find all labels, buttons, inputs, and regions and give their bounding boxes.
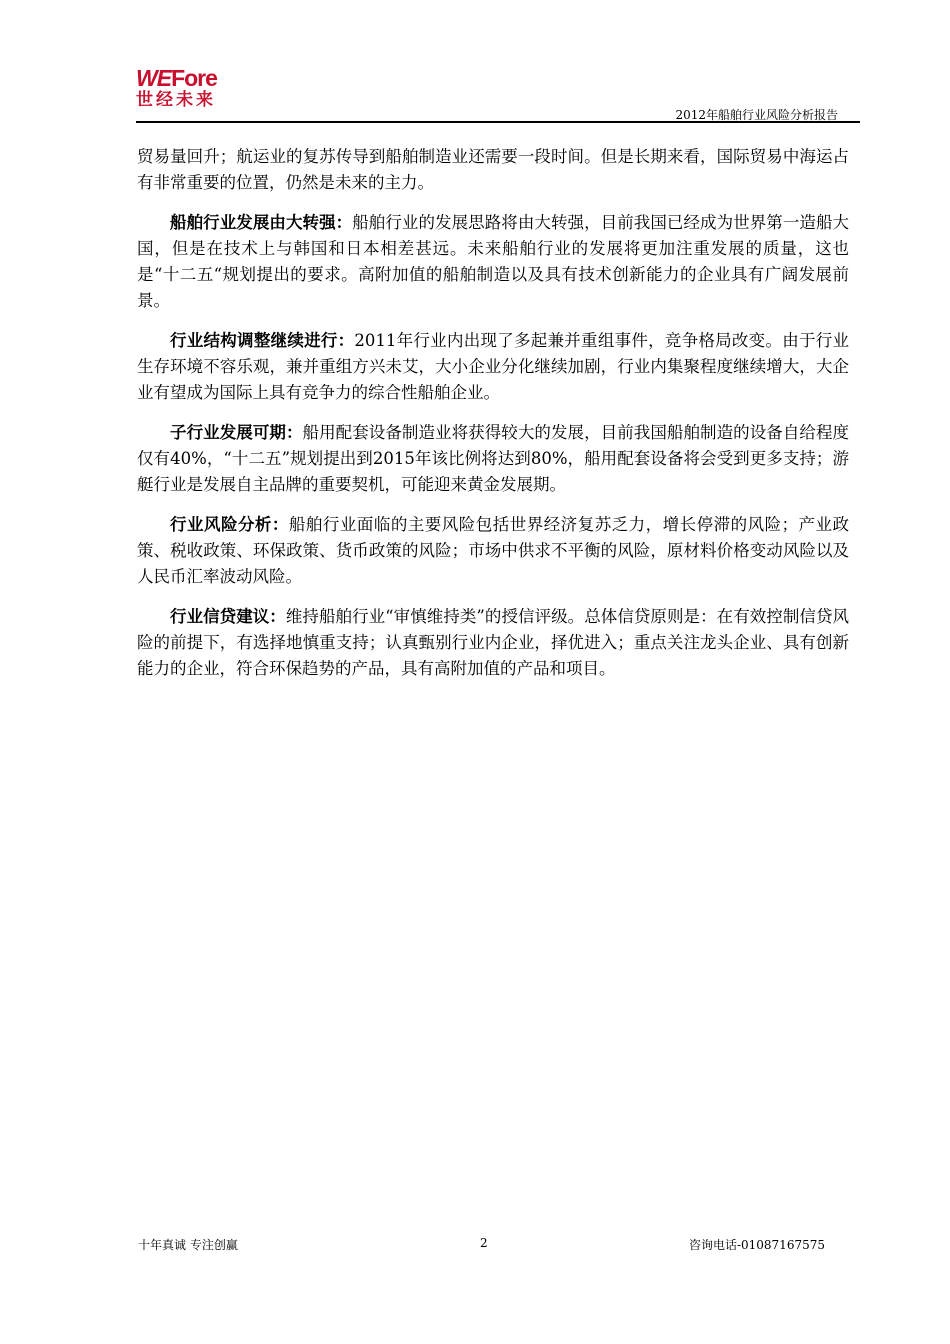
section-text: 维持船舶行业“审慎维持类”的授信评级。总体信贷原则是：在有效控制信贷风险的前提下，有选择地慎重支持；认真甄别行业内企业，择优进入；重点关注龙头企业、具有创新能力的企业，符合环保趋势的产品，具有高附加值的产品和项目。 — [137, 607, 850, 678]
section-shipbuilding-transformation — [137, 210, 849, 314]
page-number: 2 — [480, 1236, 488, 1250]
section-lead: 子行业发展可期： — [170, 423, 303, 442]
section-text: 船舶行业的发展思路将由大转强，目前我国已经成为世界第一造船大国，但是在技术上与韩国和日本相差甚远。未来船舶行业的发展将更加注重发展的质量，这也是“十二五“规划提出的要求。高附加值的船舶制造以及具有技术创新能力的企业具有广阔发展前景。 — [137, 213, 849, 310]
document-title: 2012年船舶行业风险分析报告 — [675, 108, 838, 122]
section-lead: 行业结构调整继续进行： — [170, 331, 355, 350]
section-text: 船舶行业面临的主要风险包括世界经济复苏乏力，增长停滞的风险；产业政策、税收政策、环保政策、货币政策的风险；市场中供求不平衡的风险，原材料价格变动风险以及人民币汇率波动风险。 — [137, 515, 850, 586]
section-lead: 行业信贷建议： — [170, 607, 286, 626]
section-text: 船用配套设备制造业将获得较大的发展，目前我国船舶制造的设备自给程度仅有40%，“十二五”规划提出到2015年该比例将达到80%，船用配套设备将会受到更多支持；游艇行业是发展自主品牌的重要契机，可能迎来黄金发展期。 — [137, 423, 849, 494]
footer-contact-phone: 咨询电话-01087167575 — [688, 1238, 825, 1252]
logo-wordmark — [136, 66, 236, 90]
section-sub-industry — [137, 420, 849, 498]
company-logo — [136, 66, 236, 110]
logo-fore: Fore — [171, 65, 217, 91]
footer-slogan: 十年真诚 专注创赢 — [138, 1238, 238, 1252]
document-body — [137, 144, 849, 696]
section-credit-advice — [137, 604, 849, 682]
continued-paragraph: 贸易量回升；航运业的复苏传导到船舶制造业还需要一段时间。但是长期来看，国际贸易中海运占有非常重要的位置，仍然是未来的主力。 — [137, 147, 849, 192]
section-risk-analysis — [137, 512, 849, 590]
header-divider — [136, 121, 860, 123]
section-industry-restructuring — [137, 328, 849, 406]
section-text: 2011年行业内出现了多起兼并重组事件，竞争格局改变。由于行业生存环境不容乐观，兼并重组方兴未艾，大小企业分化继续加剧，行业内集聚程度继续增大，大企业有望成为国际上具有竞争力的综合性船舶企业。 — [137, 331, 850, 402]
logo-chinese-name: 世经未来 — [136, 90, 216, 110]
logo-we: WE — [136, 65, 172, 91]
section-lead: 船舶行业发展由大转强： — [170, 213, 353, 232]
section-lead: 行业风险分析： — [170, 515, 289, 534]
